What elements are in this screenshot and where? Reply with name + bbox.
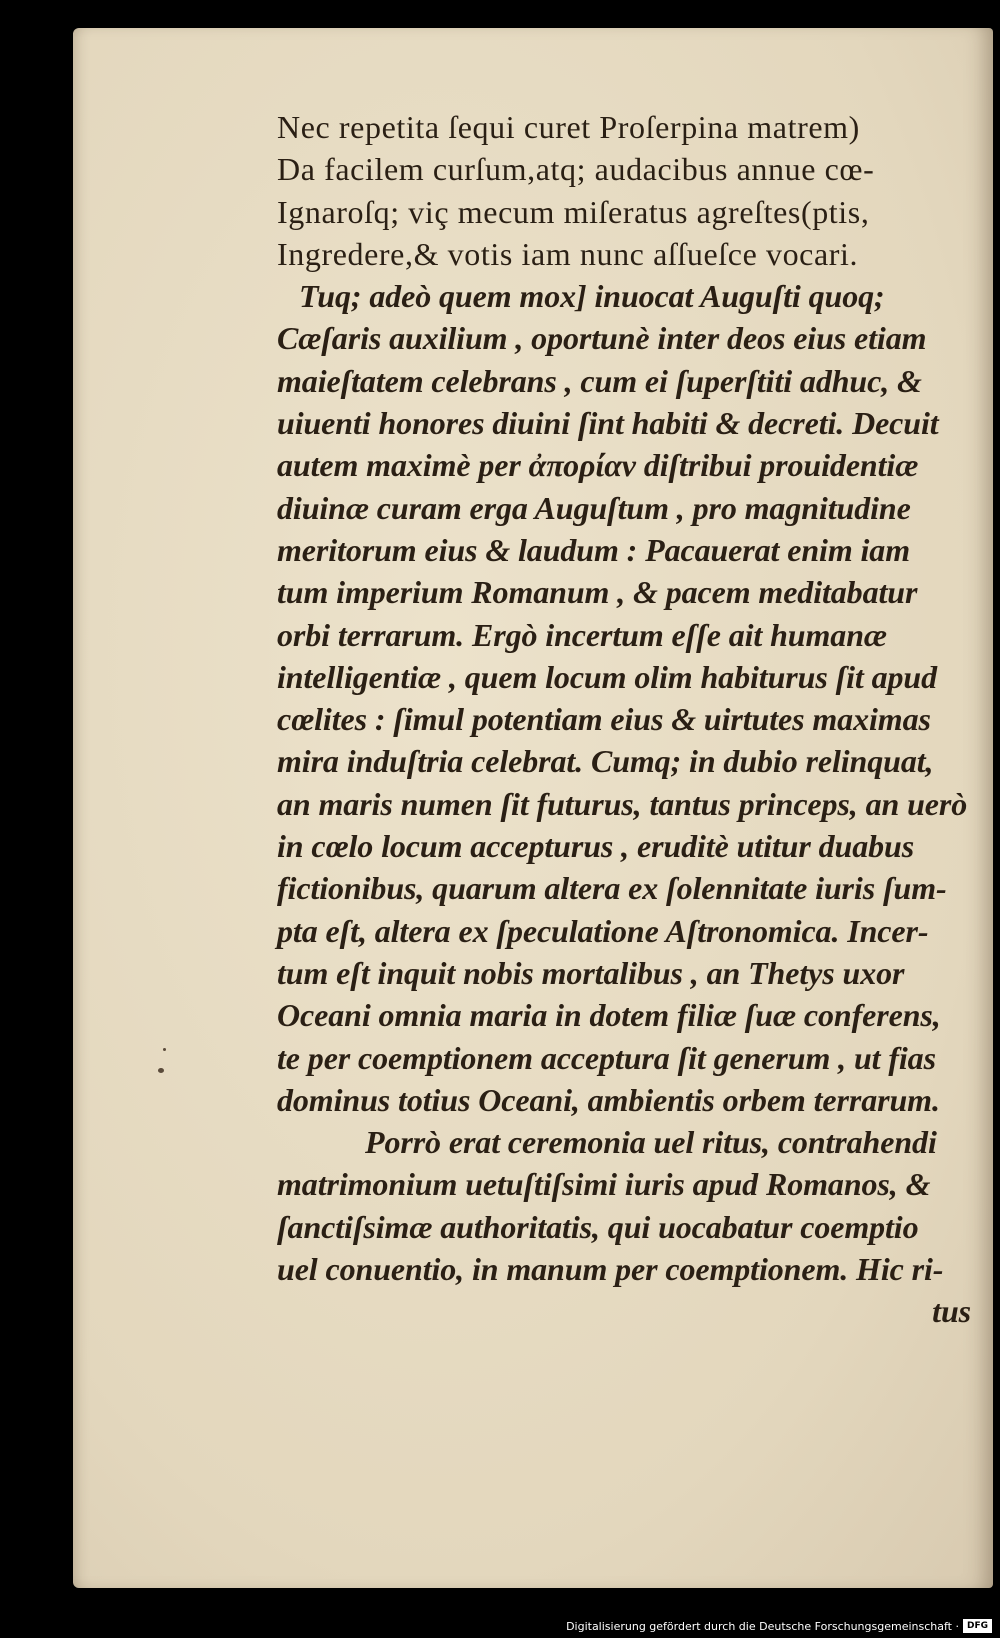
commentary-line: pta eſt, altera ex ſpeculatione Aſtronomica. Incer-: [277, 912, 929, 949]
commentary-line: uiuenti honores diuini ſint habiti & decreti. Decuit: [277, 405, 939, 442]
commentary-line: tum imperium Romanum , & pacem meditabatur: [277, 574, 918, 611]
commentary-line: cœlites : ſimul potentiam eius & uirtutes maximas: [277, 701, 931, 738]
ink-speck: [158, 1068, 164, 1073]
commentary-line: Oceani omnia maria in dotem filiæ ſuæ conferens,: [277, 997, 941, 1034]
verse-line: Nec repetita ſequi curet Proſerpina matrem): [277, 109, 860, 145]
commentary-line: Porrò erat ceremonia uel ritus, contrahendi: [365, 1124, 937, 1161]
commentary-line: ſanctiſsimæ authoritatis, qui uocabatur coemptio: [277, 1208, 919, 1245]
commentary-line: maieſtatem celebrans , cum ei ſuperſtiti adhuc, &: [277, 362, 922, 399]
digitization-credit: [566, 1619, 992, 1633]
ink-speck: [163, 1048, 166, 1051]
verse-line: Ingredere,& votis iam nunc aſſueſce vocari.: [277, 235, 859, 272]
commentary-line: fictionibus, quarum altera ex ſolennitate iuris ſum-: [277, 870, 947, 907]
commentary-line: uel conuentio, in manum per coemptionem. Hic ri-: [277, 1251, 944, 1288]
credit-text: Digitalisierung gefördert durch die Deutsche Forschungsgemeinschaft ·: [566, 1619, 959, 1633]
commentary-line: te per coemptionem acceptura ſit generum , ut fias: [277, 1039, 936, 1076]
commentary-line: diuinæ curam erga Auguſtum , pro magnitudine: [277, 489, 911, 526]
commentary-line: Tuq; adeò quem mox] inuocat Auguſti quoq;: [299, 278, 885, 315]
commentary-line: mira induſtria celebrat. Cumq; in dubio relinquat,: [277, 743, 934, 780]
commentary-line: an maris numen ſit futurus, tantus princeps, an uerò: [277, 785, 968, 822]
commentary-line: tum eſt inquit nobis mortalibus , an Thetys uxor: [277, 954, 905, 991]
commentary-line: dominus totius Oceani, ambientis orbem terrarum.: [277, 1081, 940, 1118]
commentary-line: autem maximè per ἀπορίαν diſtribui prouidentiæ: [277, 447, 919, 484]
text-block: [277, 106, 979, 1333]
commentary-line: in cœlo locum accepturus , eruditè utitur duabus: [277, 828, 915, 865]
commentary-line: meritorum eius & laudum : Pacauerat enim iam: [277, 531, 910, 568]
commentary-line: Cæſaris auxilium , oportunè inter deos eius etiam: [277, 320, 927, 357]
verse-line: Da facilem curſum,atq; audacibus annue cœ-: [277, 151, 875, 188]
commentary-line: orbi terrarum. Ergò incertum eſſe ait humanæ: [277, 616, 887, 653]
dfg-logo: DFG: [963, 1619, 992, 1633]
commentary-line: matrimonium uetuſtiſsimi iuris apud Romanos, &: [277, 1166, 931, 1203]
catchword: tus: [932, 1293, 971, 1330]
commentary-line: intelligentiæ , quem locum olim habiturus ſit apud: [277, 658, 938, 695]
verse-line: Ignaroſq; viç mecum miſeratus agreſtes(ptis,: [277, 193, 870, 230]
